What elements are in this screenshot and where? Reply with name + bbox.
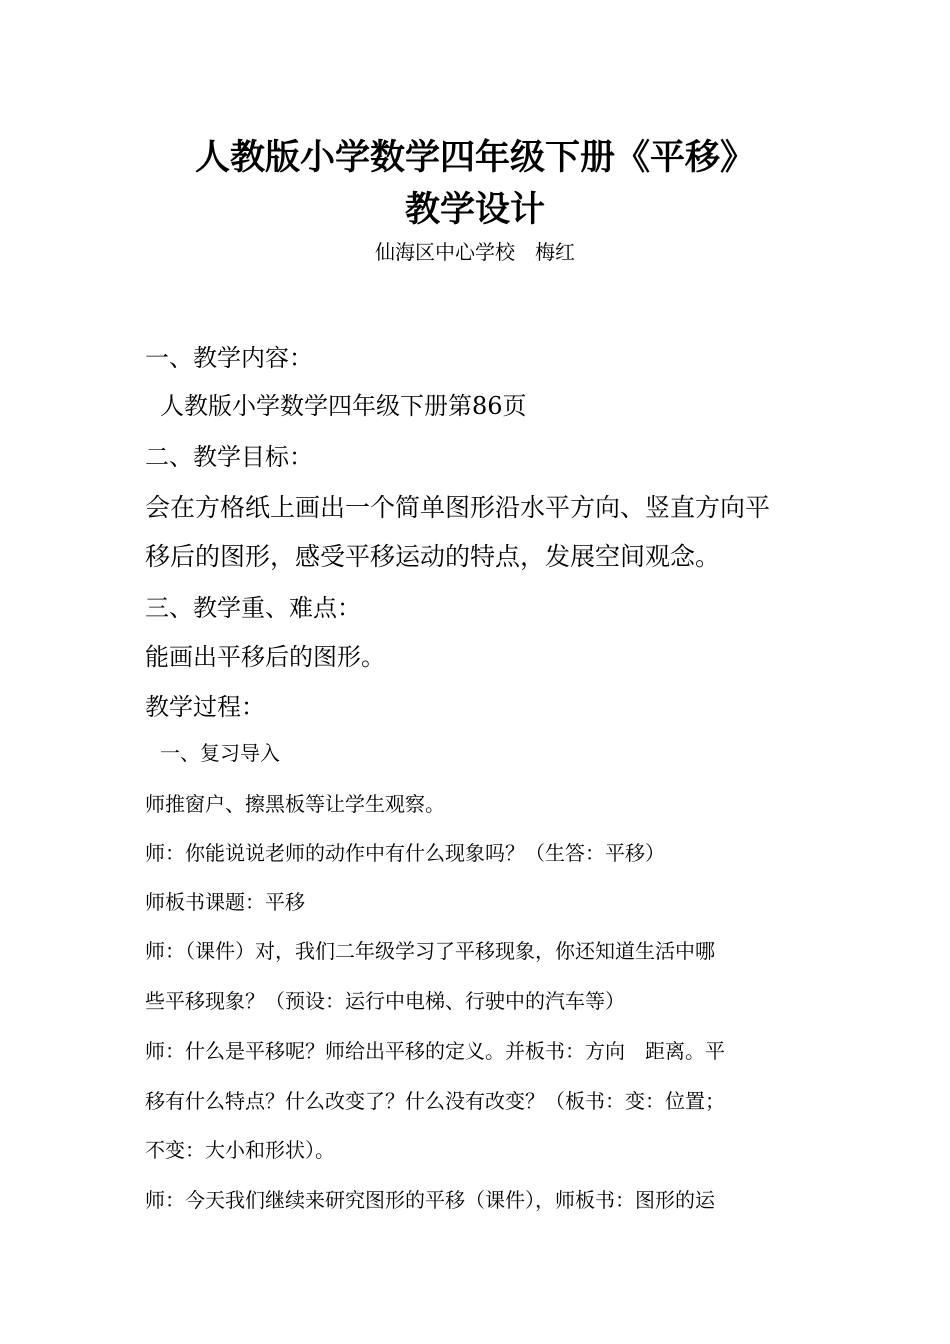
process-subheading: 一、复习导入 [160, 741, 280, 765]
paragraph-1: 师推窗户、擦黑板等让学生观察。 [145, 792, 445, 816]
paragraph-5-line3: 不变：大小和形状）。 [145, 1138, 335, 1162]
paragraph-6-line1: 师：今天我们继续来研究图形的平移（课件），师板书：图形的运 [145, 1188, 715, 1212]
section3-heading: 三、教学重、难点： [145, 594, 361, 622]
paragraph-5-line1: 师：什么是平移呢？师给出平移的定义。并板书：方向 距离。平 [145, 1039, 725, 1063]
paragraph-4-line1: 师：（课件）对，我们二年级学习了平移现象，你还知道生活中哪 [145, 939, 715, 963]
paragraph-3: 师板书课题：平移 [145, 890, 305, 914]
paragraph-4-line2: 些平移现象？（预设：运行中电梯、行驶中的汽车等） [145, 989, 625, 1013]
document-title-line1: 人教版小学数学四年级下册《平移》 [194, 138, 755, 178]
section2-text-line2: 移后的图形，感受平移运动的特点，发展空间观念。 [145, 542, 721, 571]
section1-text: 人教版小学数学四年级下册第86页 [160, 392, 527, 420]
paragraph-2: 师：你能说说老师的动作中有什么现象吗？（生答：平移） [145, 841, 665, 865]
document-title-line2: 教学设计 [404, 190, 545, 230]
section2-heading: 二、教学目标： [145, 443, 313, 471]
section1-heading: 一、教学内容： [145, 344, 313, 372]
section2-text-line1: 会在方格纸上画出一个简单图形沿水平方向、竖直方向平 [145, 493, 771, 522]
process-heading: 教学过程： [145, 693, 265, 721]
paragraph-5-line2: 移有什么特点？什么改变了？什么没有改变？（板书：变：位置； [145, 1089, 725, 1113]
section3-text: 能画出平移后的图形。 [145, 643, 385, 671]
author-line: 仙海区中心学校 梅红 [375, 240, 575, 264]
